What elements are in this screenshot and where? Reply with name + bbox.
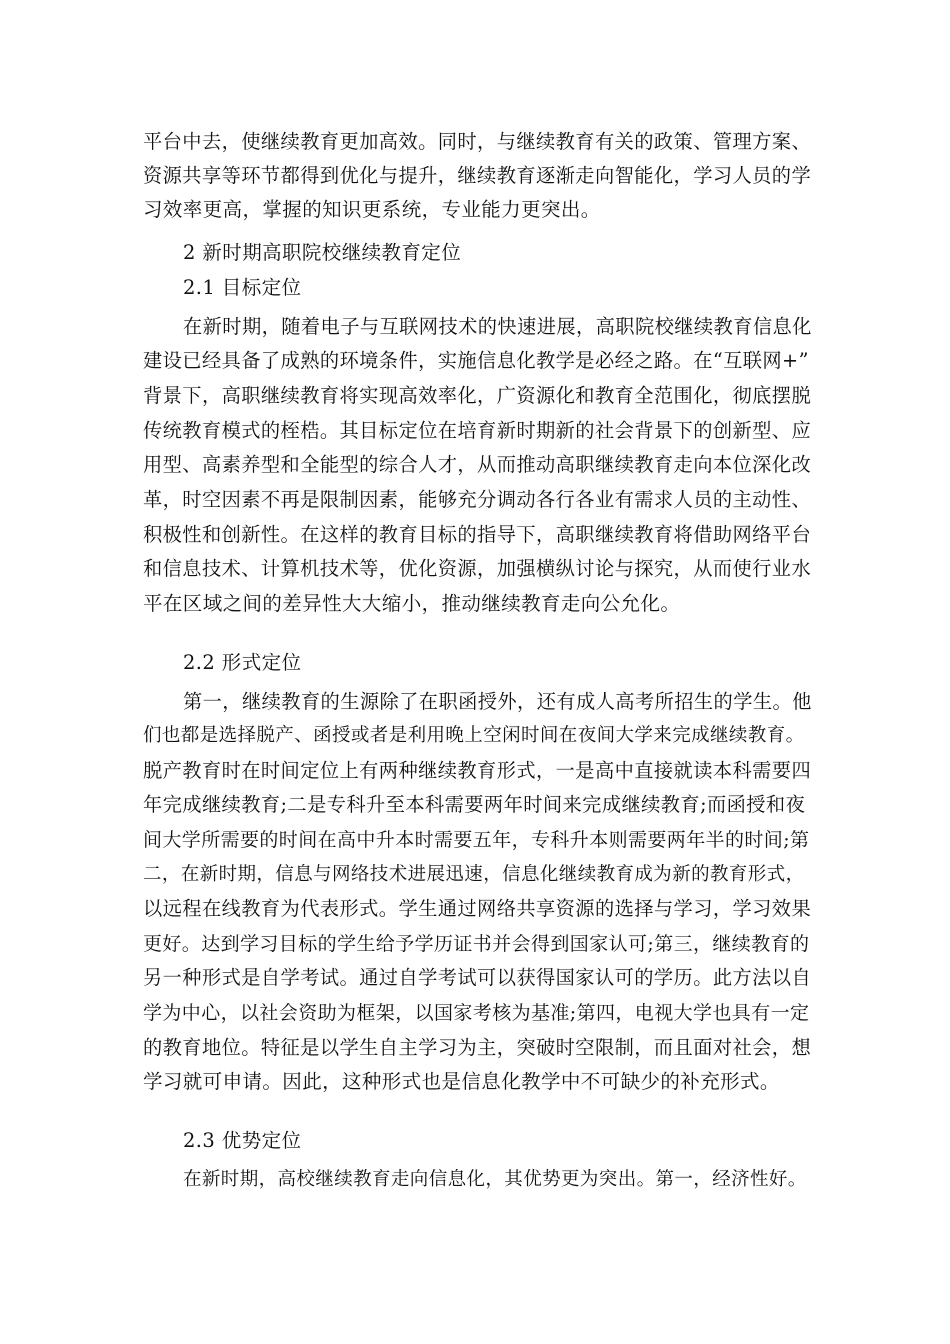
paragraph-line: 二，在新时期，信息与网络技术进展迅速，信息化继续教育成为新的教育形式，: [143, 864, 805, 885]
paragraph-line: 年完成继续教育;二是专科升至本科需要两年时间来完成继续教育;而函授和夜: [143, 793, 806, 816]
paragraph-line: 学为中心，以社会资助为框架，以国家考核为基准;第四，电视大学也具有一定: [143, 1002, 810, 1024]
paragraph-line: 革，时空因素不再是限制因素，能够充分调动各行各业有需求人员的主动性、: [143, 488, 812, 511]
paragraph-line: 脱产教育时在时间定位上有两种继续教育形式，一是高中直接就读本科需要四: [143, 759, 812, 782]
paragraph-line: 在新时期，高校继续教育走向信息化，其优势更为突出。第一，经济性好。: [183, 1169, 807, 1190]
paragraph-line: 传统教育模式的桎梏。其目标定位在培育新时期新的社会背景下的创新型、应: [143, 419, 812, 442]
subsection-heading: 2.3 优势定位: [183, 1129, 302, 1152]
paragraph-line: 间大学所需要的时间在高中升本时需要五年，专科升本则需要两年半的时间;第: [143, 829, 810, 851]
section-heading: 2 新时期高职院校继续教育定位: [183, 241, 462, 264]
paragraph-line: 用型、高素养型和全能型的综合人才，从而推动高职继续教育走向本位深化改: [143, 453, 812, 476]
paragraph-line: 平台中去，使继续教育更加高效。同时，与继续教育有关的政策、管理方案、: [143, 130, 812, 153]
paragraph-line: 第一，继续教育的生源除了在职函授外，还有成人高考所招生的学生。他: [183, 690, 812, 713]
paragraph-line: 建设已经具备了成熟的环境条件，实施信息化教学是必经之路。在“互联网+”: [143, 349, 809, 372]
subsection-heading: 2.1 目标定位: [183, 276, 302, 299]
paragraph-line: 更好。达到学习目标的学生给予学历证书并会得到国家认可;第三，继续教育的: [143, 933, 810, 955]
subsection-heading: 2.2 形式定位: [183, 651, 302, 674]
paragraph-line: 们也都是选择脱产、函授或者是利用晚上空闲时间在夜间大学来完成继续教育。: [143, 725, 805, 746]
paragraph-line: 另一种形式是自学考试。通过自学考试可以获得国家认可的学历。此方法以自: [143, 966, 812, 989]
paragraph-line: 以远程在线教育为代表形式。学生通过网络共享资源的选择与学习，学习效果: [143, 897, 812, 920]
paragraph-line: 习效率更高，掌握的知识更系统，专业能力更突出。: [143, 198, 601, 221]
paragraph-line: 积极性和创新性。在这样的教育目标的指导下，高职继续教育将借助网络平台: [143, 523, 812, 546]
paragraph-line: 在新时期，随着电子与互联网技术的快速进展，高职院校继续教育信息化: [183, 315, 812, 338]
paragraph-line: 的教育地位。特征是以学生自主学习为主，突破时空限制，而且面对社会，想: [143, 1036, 812, 1059]
paragraph-line: 背景下，高职继续教育将实现高效率化，广资源化和教育全范围化，彻底摆脱: [143, 384, 812, 407]
paragraph-line: 资源共享等环节都得到优化与提升，继续教育逐渐走向智能化，学习人员的学: [143, 164, 812, 187]
paragraph-line: 平在区域之间的差异性大大缩小，推动继续教育走向公允化。: [143, 592, 681, 615]
paragraph-line: 和信息技术、计算机技术等，优化资源，加强横纵讨论与探究，从而使行业水: [143, 557, 812, 580]
paragraph-line: 学习就可申请。因此，这种形式也是信息化教学中不可缺少的补充形式。: [143, 1070, 780, 1093]
